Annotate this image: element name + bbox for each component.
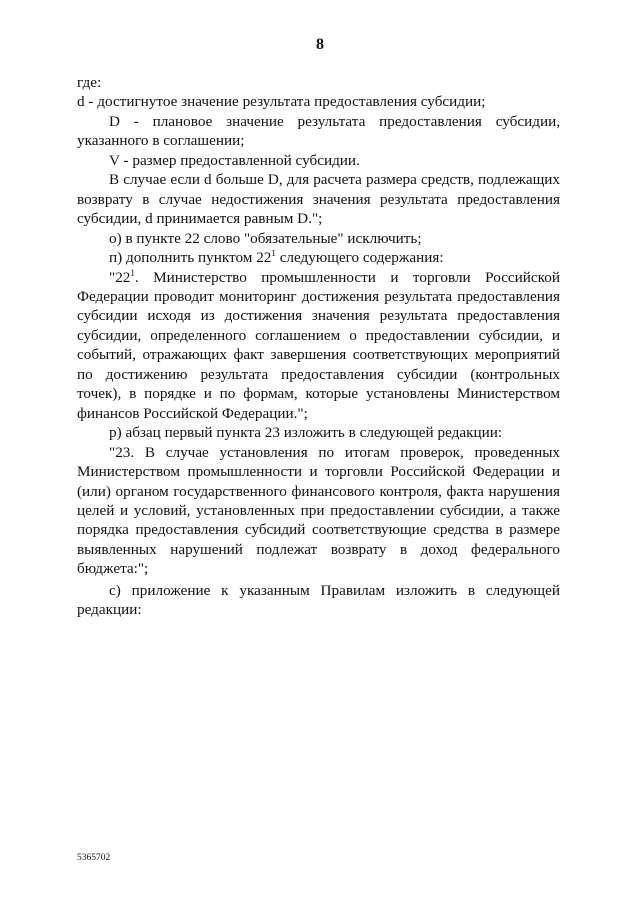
paragraph-d-definition: d - достигнутое значение результата предоставления субсидии; <box>77 93 486 111</box>
paragraph-item-p <box>77 248 560 267</box>
clause-22-1-text: . Министерство промышленности и торговли Российской Федерации проводит мониторинг достижения результата предоставления субсидии исходя из достижения значения результата предоставления субсидии, определенного соглашением о предоставлении субсидии, и событий, отражающих факт завершения соответствующих мероприятий по достижению результата предоставления субсидии (контрольных точек), в порядке и по формам, которые установлены Министерством финансов Российской Федерации."; <box>77 268 560 422</box>
document-body <box>77 73 560 620</box>
clause-22-1-superscript: 1 <box>130 267 135 278</box>
page-number: 8 <box>316 36 324 53</box>
paragraph-D-definition: D - плановое значение результата предоставления субсидии, указанного в соглашении; <box>77 112 560 150</box>
footer-document-code: 5365702 <box>77 853 111 863</box>
paragraph-V-definition: V - размер предоставленной субсидии. <box>109 151 360 169</box>
item-p-superscript: 1 <box>271 248 276 259</box>
paragraph-where: где: <box>77 74 102 91</box>
paragraph-22-1 <box>77 268 560 424</box>
paragraph-item-s: с) приложение к указанным Правилам изложить в следующей редакции: <box>77 581 560 619</box>
paragraph-item-r: р) абзац первый пункта 23 изложить в следующей редакции: <box>109 424 503 442</box>
paragraph-d-greater-D: В случае если d больше D, для расчета размера средств, подлежащих возврату в случае недостижения значения результата предоставления субсидии, d принимается равным D."; <box>77 171 560 228</box>
paragraph-23: "23. В случае установления по итогам проверок, проведенных Министерством промышленности и торговли Российской Федерации и (или) органом государственного финансового контроля, факта нарушения целей и условий, установленных при предоставлении субсидии, а также порядка предоставления субсидий соответствующие средства в размере выявленных нарушений подлежат возврату в доход федерального бюджета:"; <box>77 443 560 578</box>
item-p-tail: следующего содержания: <box>275 249 444 267</box>
paragraph-item-o: о) в пункте 22 слово "обязательные" исключить; <box>109 229 422 247</box>
item-p-text: п) дополнить пунктом 22 <box>109 249 272 267</box>
clause-22-1-number: "22 <box>109 268 131 286</box>
